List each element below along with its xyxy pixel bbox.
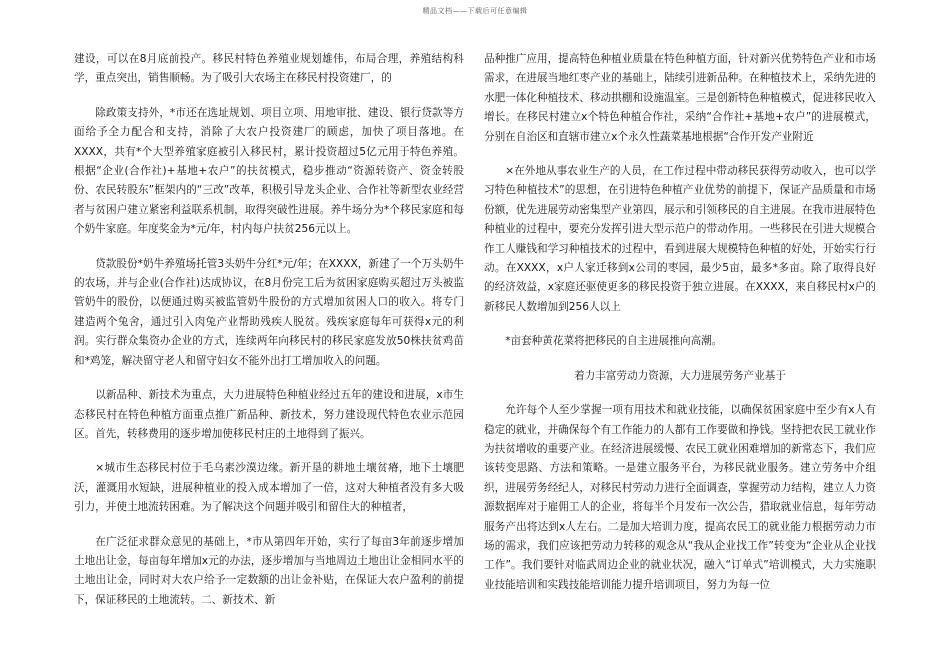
left-column [74, 50, 464, 625]
paragraph: 建设，可以在8月底前投产。移民村特色养殖业规划雄伟，布局合理，养殖结构科学，重点突出，销售顺畅。为了吸引大农场主在移民村投资建厂，的 [74, 53, 464, 85]
page-header: 精品文档——下载后可任意编辑 [422, 7, 528, 15]
paragraph: *亩套种黄花菜将把移民的自主进展推向高潮。 [505, 335, 723, 348]
paragraph: 品种推广应用，提高特色种植业质量在特色种植方面，针对新兴优势特色产业和市场需求，在进展当地红枣产业的基础上，陆续引进新品种。在种植技术上，采纳先进的水肥一体化种植技术、移动拱棚和设施温室。三是创新特色种植模式，促进移民收入增长。在移民村建立x个特色种植合作社，采纳“合作社+基地+农户”的进展模式，分别在自治区和直辖市建立x个永久性蔬菜基地根据“合作开发产业附近 [484, 53, 876, 143]
paragraph: 以新品种、新技术为重点，大力进展特色种植业经过五年的建设和进展，x市生态移民村在特色种植方面重点推广新品种、新技术，努力建设现代特色农业示范园区。首先，转移费用的逐步增加使移民村庄的土地得到了振兴。 [74, 389, 464, 440]
section-heading: 着力丰富劳动力资源，大力进展劳务产业基于 [574, 369, 786, 382]
right-column [484, 50, 876, 610]
paragraph: ×在外地从事农业生产的人员，在工作过程中带动移民获得劳动收入，也可以学习特色种植技术”的思想，在引进特色种植产业优势的前提下，保证产品质量和市场份额，优先进展劳动密集型产业第四，展示和引领移民的自主进展。在我市进展特色种植业的过程中，要充分发挥引进大型示范户的带动作用。一些移民在引进大规模合作工人赚钱和学习种植技术的过程中，看到进展大规模特色种植的好处，开始实行行动。在XXXX，x户人家迁移到x公司的枣园，最少5亩，最多*多亩。除了取得良好的经济效益，x家庭还驱使更多的移民投资于独立进展。在XXXX，来自移民村x户的新移民人数增加到256人以上 [484, 165, 876, 313]
paragraph: 贷款股份*奶牛养殖场托管3头奶牛分红*元/年；在XXXX，新建了一个万头奶牛的农场，并与企业(合作社)达成协议，在8月份完工后为贫困家庭购买超过万头被监管奶牛的股份，以便通过购买被监管奶牛股份的方式增加贫困人口的收入。将专门建造两个兔舍，通过引入肉兔产业帮助残疾人脱贫。残疾家庭每年可获得x元的利润。实行群众集资办企业的方式，连续两年向移民村的移民家庭发放50株扶贫鸡苗和*鸡笼，解决留守老人和留守妇女不能外出打工增加收入的问题。 [74, 257, 464, 367]
paragraph: ×城市生态移民村位于毛乌素沙漠边缘。新开垦的耕地土壤贫瘠，地下土壤肥沃，灌溉用水短缺，进展种植业的投入成本增加了一倍，这对大种植者没有多大吸引力，并使土地流转困难。为了解决这个问题并吸引和留住大的种植者， [74, 462, 464, 514]
paragraph: 允许每个人至少掌握一项有用技术和就业技能，以确保贫困家庭中至少有x人有稳定的就业，并确保每个有工作能力的人都有工作要做和挣钱。坚持把农民工就业作为扶贫增收的重要产业。在经济进展缓慢、农民工就业困难增加的新常态下，我们应该转变思路、方法和策略。一是建立服务平台，为移民就业服务。建立劳务中介组织，进展劳务经纪人，对移民村劳动力进行全面调查，掌握劳动力结构，建立人力资源数据库对于雇佣工人的企业，将每半个月发布一次公告，猎取就业信息，每年劳动服务产出将达到x人左右。二是加大培训力度，提高农民工的就业能力根据劳动力市场的需求，我们应该把劳动力转移的观念从“我从企业找工作”转变为“企业从企业找工作”。我们要针对临武周边企业的就业状况，融入“订单式”培训模式，大力实施职业技能培训和实践技能培训能力提升培训项目，努力为每一位 [484, 404, 876, 591]
paragraph: 在广泛征求群众意见的基础上，*市从第四年开始，实行了每亩3年前逐步增加土地出让金，每亩每年增加x元的办法，逐步增加与当地周边土地出让金相同水平的土地出让金，同时对大农户给予一定数额的出让金补贴，在保证大农户盈利的前提下，保证移民的土地流转。二、新技术、新 [74, 535, 464, 606]
paragraph: 除政策支持外，*市还在选址规划、项目立项、用地审批、建设、银行贷款等方面给予全力配合和支持，消除了大农户投资建厂的顾虑，加快了项目落地。在XXXX，共有*个大型养殖家庭被引入移民村，累计投资超过5亿元用于特色养殖。根据“企业(合作社)+基地+农户”的扶贫模式，稳步推动“资源转资产、资金转股份、农民转股东”框架内的“三改”改革，积极引导龙头企业、合作社等新型农业经营者与贫困户建立紧密利益联系机制，取得突破性进展。养牛场分为*个移民家庭和每个奶牛家庭。年度奖金为*元/年，村内每户扶贫256元以上。 [74, 106, 464, 236]
